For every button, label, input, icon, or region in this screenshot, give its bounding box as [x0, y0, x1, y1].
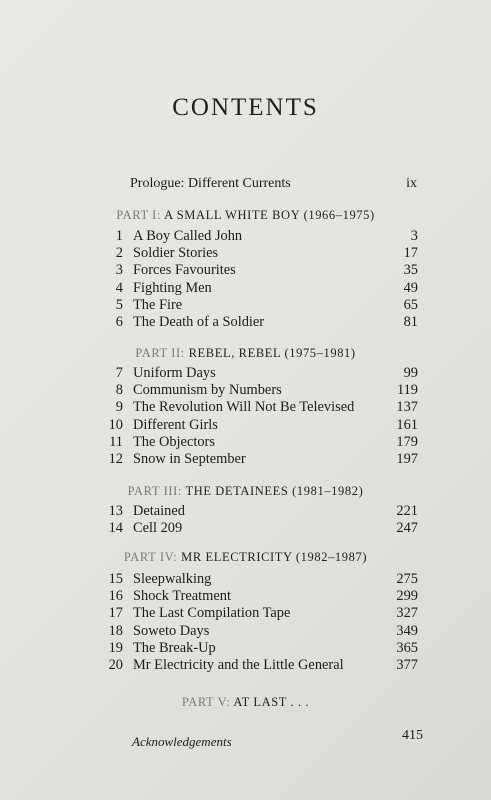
chapter-page: 179: [396, 433, 418, 450]
chapter-number: 19: [108, 639, 123, 656]
chapter-entry: [100, 417, 418, 434]
acknowledgements-entry: [132, 728, 423, 750]
chapter-entry: [100, 605, 418, 622]
prologue-entry: [130, 176, 417, 192]
part-heading-3: [0, 484, 491, 499]
chapter-title: The Break-Up: [133, 639, 216, 656]
part-name: A SMALL WHITE BOY (1966–1975): [164, 208, 375, 222]
chapter-page: 349: [396, 622, 418, 639]
chapter-number: 4: [115, 279, 123, 296]
chapter-number: 7: [115, 365, 123, 381]
part-heading-4: [0, 550, 491, 565]
chapter-page: 299: [396, 588, 418, 605]
acknowledgements-page: 415: [402, 728, 423, 743]
chapter-page: 377: [396, 656, 418, 673]
part-label: PART V:: [181, 695, 231, 709]
part-label: PART III:: [127, 484, 182, 498]
part-label: PART IV:: [123, 550, 178, 564]
chapter-page: 137: [396, 399, 418, 416]
prologue-title: Prologue: Different Currents: [130, 176, 291, 191]
chapter-title: Snow in September: [133, 450, 246, 467]
chapter-entry: [100, 520, 418, 537]
chapter-title: The Fire: [133, 296, 183, 313]
chapter-title: The Death of a Soldier: [133, 313, 265, 330]
chapter-number: 10: [108, 416, 123, 433]
chapter-title: Sleepwalking: [133, 571, 212, 587]
chapter-page: 197: [396, 450, 418, 467]
chapter-title: Soweto Days: [133, 622, 210, 639]
chapter-page: 247: [396, 520, 418, 537]
part-name: THE DETAINEES (1981–1982): [185, 484, 364, 498]
chapter-number: 11: [109, 433, 123, 450]
part-heading-2: [0, 346, 491, 361]
page-title: CONTENTS: [172, 94, 319, 121]
part-name: AT LAST . . .: [233, 695, 310, 709]
part-4-chapter-list: [100, 571, 418, 674]
chapter-entry: [100, 297, 418, 314]
chapter-title: The Revolution Will Not Be Televised: [133, 399, 355, 416]
part-heading-1: [0, 208, 491, 223]
chapter-title: Uniform Days: [133, 365, 216, 381]
chapter-title: Soldier Stories: [133, 245, 219, 262]
chapter-title: A Boy Called John: [133, 228, 243, 244]
chapter-number: 6: [115, 313, 123, 330]
chapter-entry: [100, 503, 418, 520]
chapter-page: 17: [403, 245, 418, 262]
chapter-number: 15: [108, 571, 123, 587]
chapter-entry: [100, 399, 418, 416]
chapter-page: 365: [396, 639, 418, 656]
chapter-page: 81: [403, 313, 418, 330]
chapter-entry: [100, 365, 418, 382]
chapter-title: Shock Treatment: [133, 588, 231, 605]
chapter-number: 1: [115, 228, 123, 244]
part-heading-5: [0, 695, 491, 710]
chapter-entry: [100, 314, 418, 331]
chapter-page: 49: [403, 279, 418, 296]
chapter-number: 20: [108, 656, 123, 673]
chapter-title: Cell 209: [133, 520, 183, 537]
chapter-entry: [100, 382, 418, 399]
chapter-number: 13: [108, 503, 123, 519]
acknowledgements-title: Acknowledgements: [132, 734, 232, 749]
prologue-page: ix: [406, 176, 417, 191]
chapter-title: Fighting Men: [133, 279, 212, 296]
chapter-title: The Objectors: [133, 433, 215, 450]
chapter-entry: [100, 657, 418, 674]
chapter-page: 3: [410, 228, 418, 244]
chapter-entry: [100, 262, 418, 279]
chapter-entry: [100, 640, 418, 657]
part-2-chapter-list: [100, 365, 418, 468]
chapter-title: Detained: [133, 503, 185, 519]
chapter-entry: [100, 280, 418, 297]
chapter-title: Different Girls: [133, 416, 218, 433]
chapter-entry: [100, 571, 418, 588]
part-label: PART II:: [135, 346, 185, 360]
chapter-entry: [100, 623, 418, 640]
chapter-page: 99: [403, 365, 418, 381]
part-name: REBEL, REBEL (1975–1981): [188, 346, 356, 360]
chapter-number: 16: [108, 588, 123, 605]
chapter-number: 3: [115, 262, 123, 279]
chapter-title: Communism by Numbers: [133, 382, 282, 399]
chapter-number: 12: [108, 450, 123, 467]
chapter-number: 9: [115, 399, 123, 416]
chapter-entry: [100, 228, 418, 245]
chapter-entry: [100, 588, 418, 605]
chapter-entry: [100, 245, 418, 262]
chapter-number: 17: [108, 605, 123, 622]
chapter-page: 275: [396, 571, 418, 587]
chapter-title: The Last Compilation Tape: [133, 605, 291, 622]
chapter-title: Forces Favourites: [133, 262, 236, 279]
part-name: MR ELECTRICITY (1982–1987): [181, 550, 368, 564]
chapter-number: 5: [115, 296, 123, 313]
chapter-entry: [100, 434, 418, 451]
chapter-entry: [100, 451, 418, 468]
chapter-number: 2: [115, 245, 123, 262]
part-1-chapter-list: [100, 228, 418, 331]
chapter-title: Mr Electricity and the Little General: [133, 656, 344, 673]
chapter-page: 65: [403, 296, 418, 313]
chapter-page: 221: [396, 503, 418, 519]
chapter-page: 35: [403, 262, 418, 279]
chapter-page: 161: [396, 416, 418, 433]
chapter-page: 327: [396, 605, 418, 622]
chapter-page: 119: [396, 382, 418, 399]
chapter-number: 18: [108, 622, 123, 639]
part-label: PART I:: [116, 208, 162, 222]
chapter-number: 8: [115, 382, 123, 399]
chapter-number: 14: [108, 520, 123, 537]
part-3-chapter-list: [100, 503, 418, 537]
